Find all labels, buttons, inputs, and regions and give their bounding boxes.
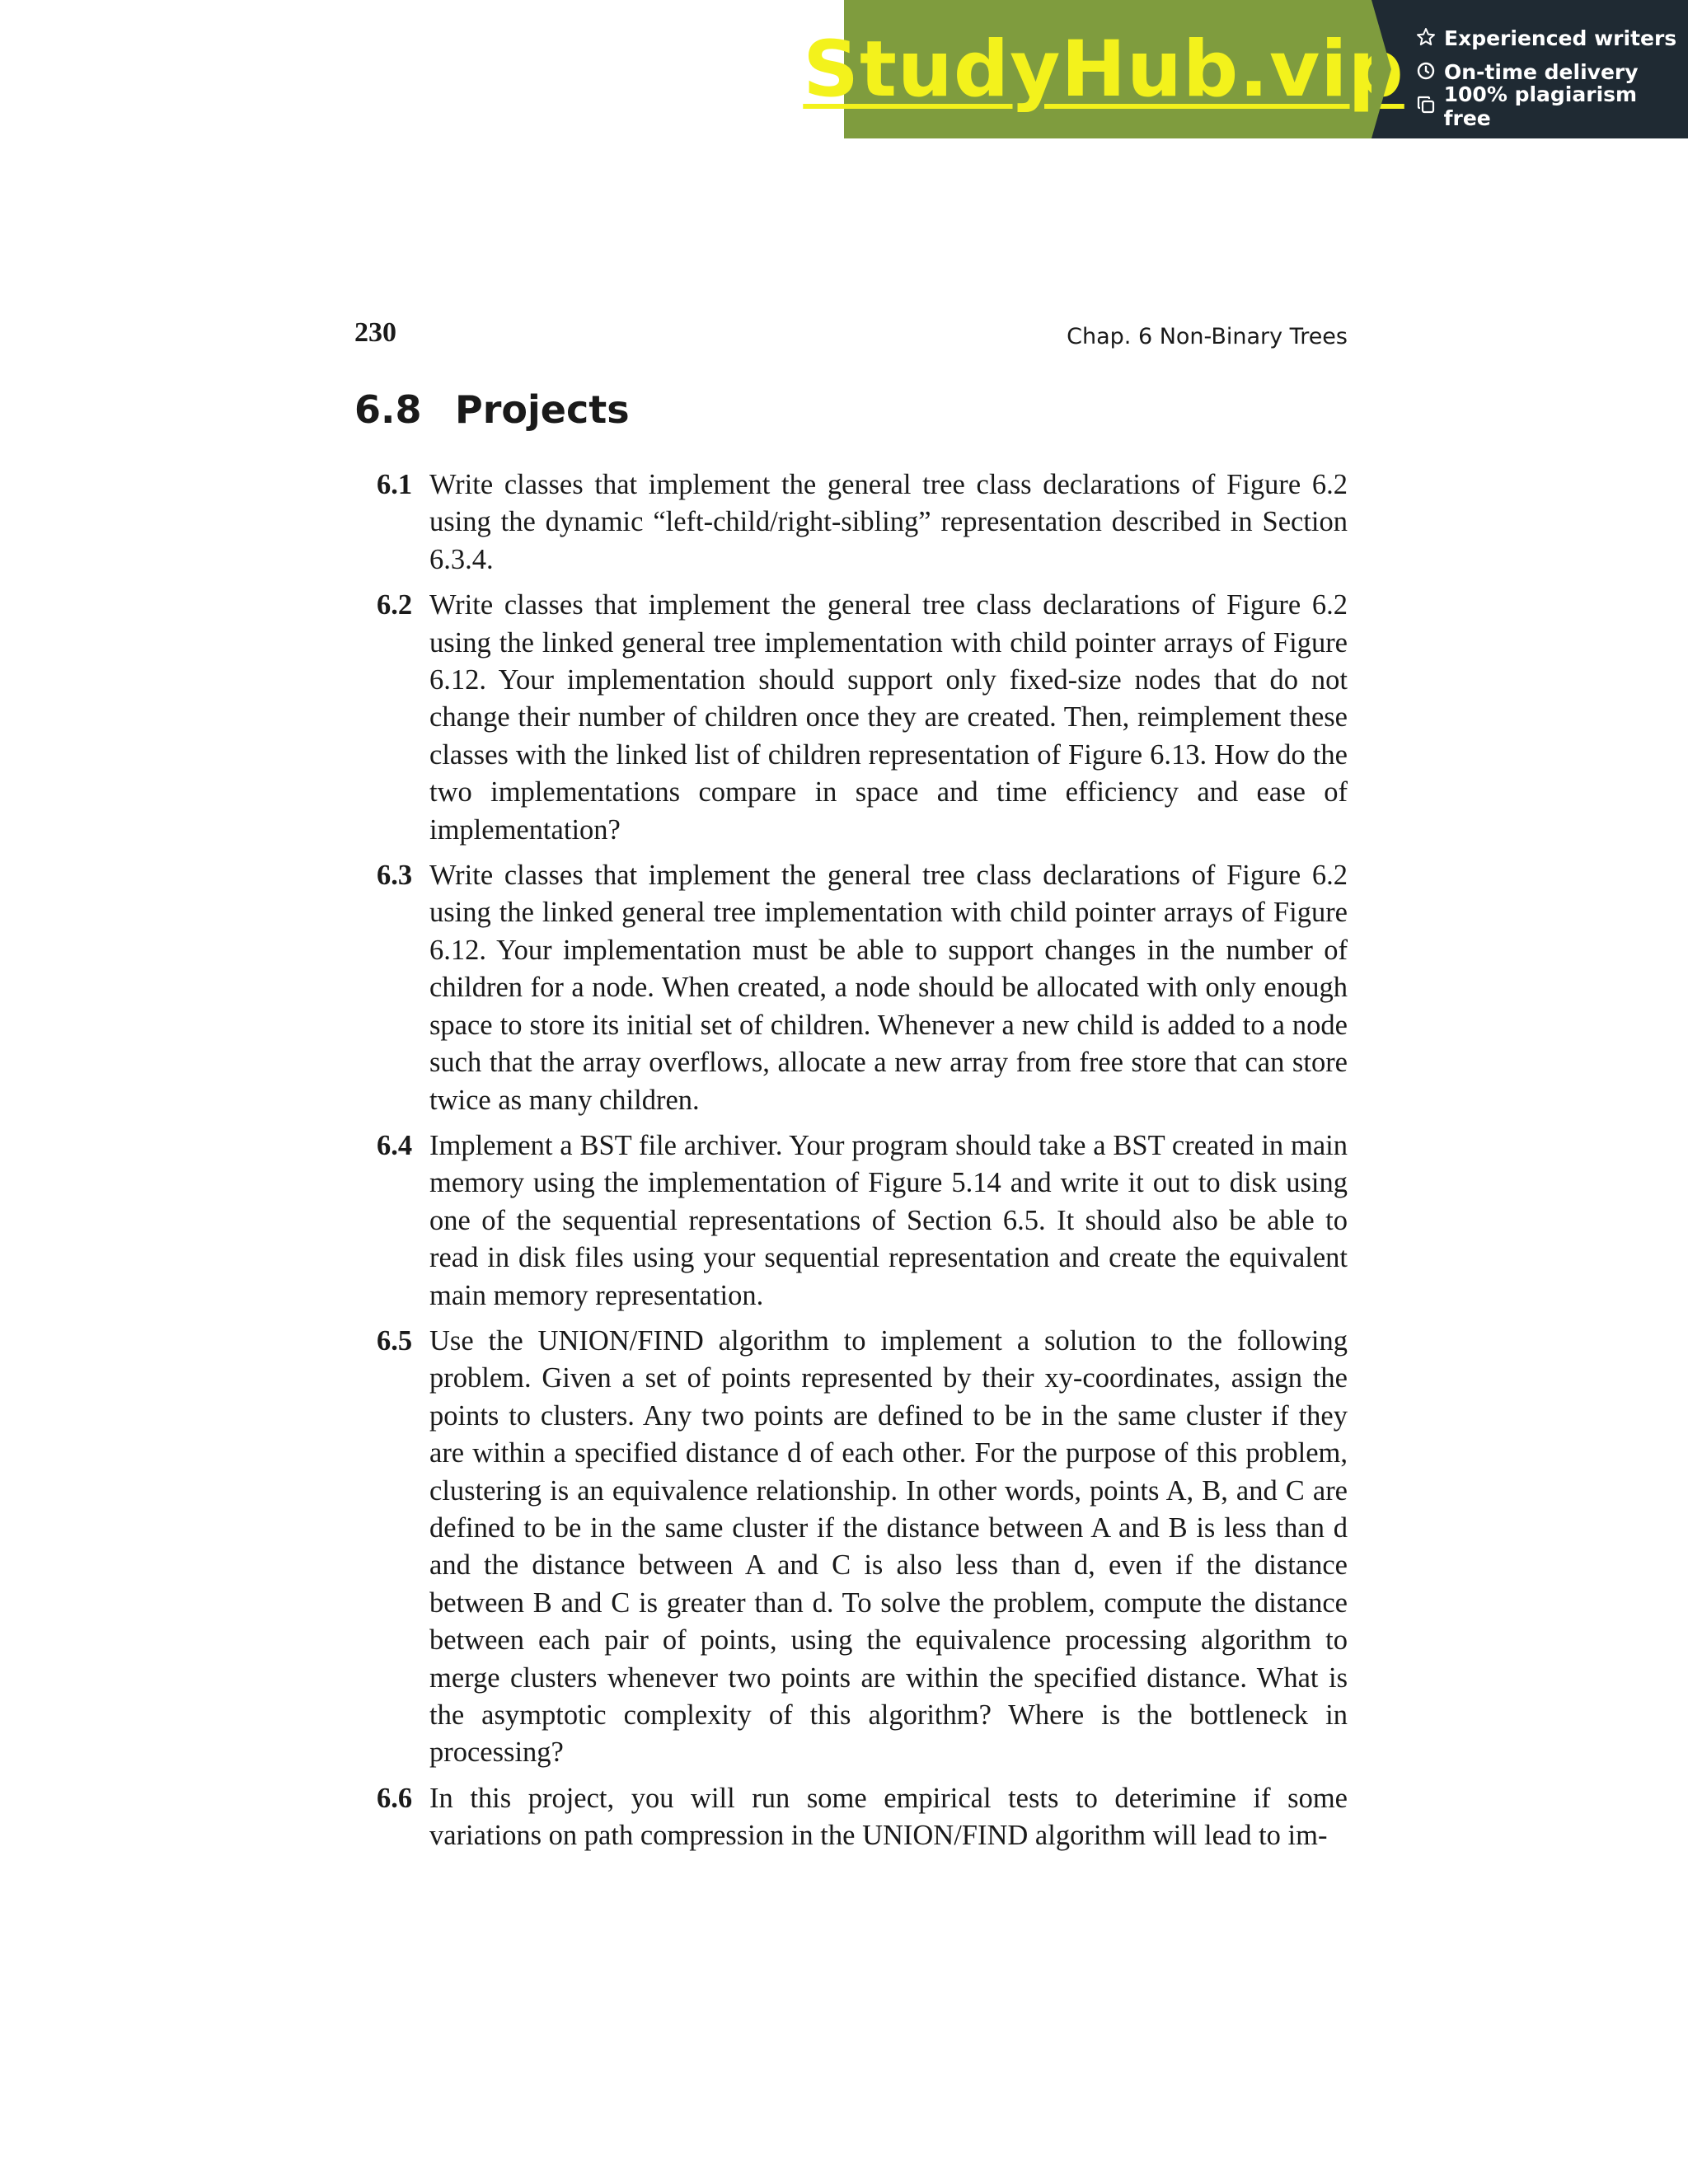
section-title: Projects	[455, 387, 630, 432]
feature-label: On-time delivery	[1444, 60, 1639, 84]
problem-text: Write classes that implement the general tree class declarations of Figure 6.2 using the dynamic “left-child/right-sibling” representation described in Section 6.3.4.	[429, 469, 1348, 575]
studyhub-logo: StudyHub.vip	[803, 24, 1404, 115]
problem-number: 6.2	[377, 589, 413, 621]
logo-panel	[803, 0, 1404, 138]
running-head: Chap. 6 Non-Binary Trees	[1067, 324, 1348, 349]
section-heading	[354, 387, 630, 432]
problem-text: Implement a BST file archiver. Your program should take a BST created in main memory using the implementation of Figure 5.14 and write it out to disk using one of the sequential representations of Section 6.5. It should also be able to read in disk files using your sequential representation and create the equivalent main memory representation.	[429, 1129, 1348, 1311]
list-item	[377, 466, 1348, 579]
list-item	[377, 587, 1348, 849]
problem-number: 6.1	[377, 469, 413, 500]
problem-number: 6.6	[377, 1782, 413, 1814]
feature-label: Experienced writers	[1444, 26, 1677, 50]
page-number: 230	[354, 317, 396, 348]
problem-text: Write classes that implement the general tree class declarations of Figure 6.2 using the linked general tree implementation with child pointer arrays of Figure 6.12. Your implementation should support only fixed-size nodes that do not change their number of children once they are created. Then, reimplement these classes with the linked list of children representation of Figure 6.13. How do the two implementations compare in space and time efficiency and ease of implementation?	[429, 589, 1348, 846]
list-item	[377, 857, 1348, 1119]
problem-list	[377, 466, 1348, 1863]
feature-plagiarism-free	[1416, 82, 1688, 130]
problem-text: Use the UNION/FIND algorithm to implement a solution to the following problem. Given a set of points represented by their xy-coordinates, assign the points to clusters. Any two points are defined to be in the same cluster if they are within a specified distance d of each other. For the purpose of this problem, clustering is an equivalence relationship. In other words, points A, B, and C are defined to be in the same cluster if the distance between A and B is less than d and the distance between A and C is also less than d, even if the distance between B and C is greater than d. To solve the problem, compute the distance between each pair of points, using the equivalence processing algorithm to merge clusters whenever two points are within the specified distance. What is the asymptotic complexity of this algorithm? Where is the bottleneck in processing?	[429, 1324, 1348, 1769]
problem-number: 6.4	[377, 1129, 413, 1161]
list-item	[377, 1323, 1348, 1772]
feature-label: 100% plagiarism free	[1443, 82, 1638, 130]
ad-banner[interactable]	[803, 0, 1688, 138]
clock-icon	[1416, 61, 1439, 84]
feature-experienced-writers	[1416, 21, 1688, 55]
list-item	[377, 1127, 1348, 1315]
problem-text: Write classes that implement the general tree class declarations of Figure 6.2 using the linked general tree implementation with child pointer arrays of Figure 6.12. Your implementation must be able to support changes in the number of children for a node. When created, a node should be allocated with only enough space to store its initial set of children. Whenever a new child is added to a node such that the array overflows, allocate a new array from free store that can store twice as many children.	[429, 860, 1348, 1116]
features-panel	[1372, 0, 1688, 138]
star-icon	[1416, 27, 1439, 50]
problem-number: 6.5	[377, 1324, 413, 1357]
problem-number: 6.3	[377, 860, 413, 892]
problem-text: In this project, you will run some empirical tests to deterimine if some variations on path compression in the UNION/FIND algorithm will lead to im-	[429, 1782, 1348, 1852]
list-item	[377, 1780, 1348, 1855]
copy-icon	[1416, 95, 1439, 118]
section-number: 6.8	[354, 387, 422, 432]
